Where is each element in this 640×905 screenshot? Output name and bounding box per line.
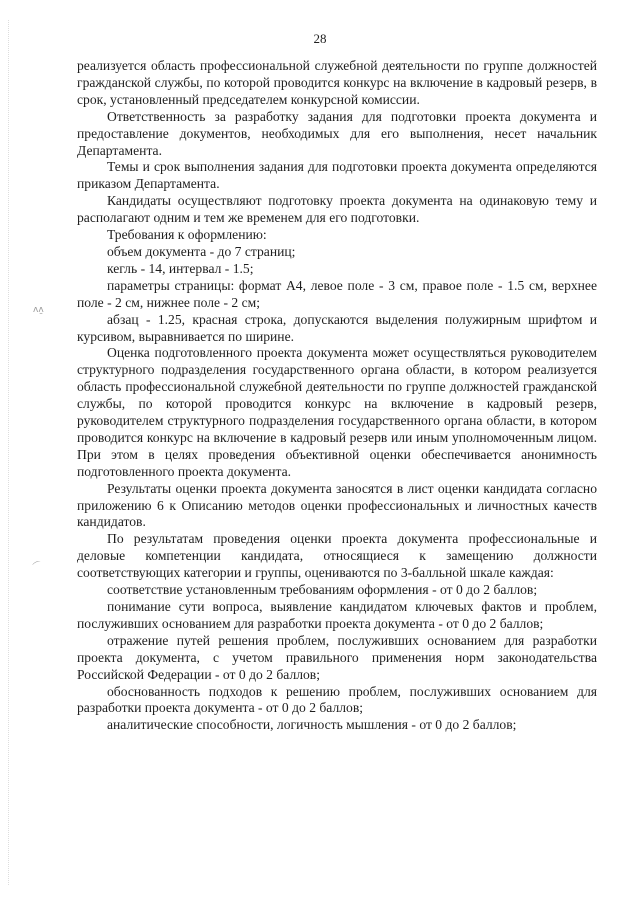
- list-item: отражение путей решения проблем, послуживших основанием для разработки проекта документа, с учетом правильного применения норм законодательства Российской Федерации - от 0 до 2 баллов;: [77, 632, 597, 682]
- margin-scan-mark: ⌒: [31, 560, 45, 574]
- page-number: 28: [313, 31, 327, 46]
- list-item: аналитические способности, логичность мышления - от 0 до 2 баллов;: [107, 717, 517, 733]
- paragraph: Ответственность за разработку задания для подготовки проекта документа и предоставление документов, необходимых для его выполнения, несет начальник Департамента.: [77, 108, 597, 158]
- paragraph: Темы и срок выполнения задания для подготовки проекта документа определяются приказом Департамента.: [77, 159, 597, 192]
- paragraph: Требования к оформлению:: [107, 227, 267, 243]
- document-body: [77, 58, 597, 734]
- list-item: кегль - 14, интервал - 1.5;: [107, 260, 254, 276]
- margin-scan-mark: ʌʌ̱: [33, 305, 44, 315]
- paragraph: Результаты оценки проекта документа заносятся в лист оценки кандидата согласно приложению 6 к Описанию методов оценки профессиональных и личностных качеств кандидатов.: [77, 480, 597, 530]
- list-item: соответствие установленным требованиям оформления - от 0 до 2 баллов;: [107, 582, 538, 598]
- paragraph: Оценка подготовленного проекта документа может осуществляться руководителем структурного подразделения государственного органа области, в котором реализуется область профессиональной служебной деятельности по группе должностей гражданской службы, по которой проводится конкурс на включение в кадровый резерв, руководителем структурного подразделения государственного органа области, в котором проводится конкурс на включение в кадровый резерв или иным уполномоченным лицом. При этом в целях проведения объективной оценки обеспечивается анонимность подготовленного проекта документа.: [77, 345, 597, 479]
- list-item: обоснованность подходов к решению проблем, послуживших основанием для разработки проекта документа - от 0 до 2 баллов;: [77, 683, 597, 716]
- list-item: объем документа - до 7 страниц;: [107, 243, 296, 259]
- list-item: абзац - 1.25, красная строка, допускаются выделения полужирным шрифтом и курсивом, выравнивается по ширине.: [77, 311, 597, 344]
- scan-edge: [8, 20, 10, 885]
- list-item: параметры страницы: формат А4, левое поле - 3 см, правое поле - 1.5 см, верхнее поле - 2 см, нижнее поле - 2 см;: [77, 277, 597, 310]
- paragraph: Кандидаты осуществляют подготовку проекта документа на одинаковую тему и располагают одним и тем же временем для его подготовки.: [77, 193, 597, 226]
- paragraph: реализуется область профессиональной служебной деятельности по группе должностей гражданской службы, по которой проводится конкурс на включение в кадровый резерв, в срок, установленный председателем конкурсной комиссии.: [77, 58, 597, 107]
- paragraph: По результатам проведения оценки проекта документа профессиональные и деловые компетенции кандидата, относящиеся к замещению должности соответствующих категории и группы, оцениваются по 3-балльной шкале каждая:: [77, 531, 597, 581]
- list-item: понимание сути вопроса, выявление кандидатом ключевых фактов и проблем, послуживших основанием для разработки проекта документа - от 0 до 2 баллов;: [77, 599, 597, 631]
